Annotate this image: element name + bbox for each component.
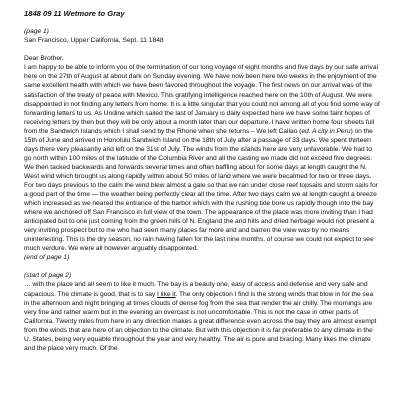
document-title: 1848 09 11 Wetmore to Gray	[24, 9, 125, 18]
page-gap	[24, 262, 380, 271]
underlined-phrase: I like it	[157, 290, 176, 298]
letter-paragraph-1	[24, 63, 380, 253]
editor-note-italic: ed. A city in Peru	[301, 127, 351, 135]
page-1-end-marker: (end of page 1)	[24, 254, 70, 262]
paragraph-2-text-a: … with the place and all seem to like it much. The bay is a beauty one, easy of access and defense and very safe and capacious. The climate is good, that is to say	[24, 281, 368, 298]
letter-paragraph-2	[24, 280, 380, 352]
place-date-line: San Francisco, Upper California, Sept. 11 1848	[24, 37, 164, 45]
paragraph-1-text-a: I am happy to be able to inform you of the termination of our long voyage of eight months and five days by our safe arrival here on the 27th of August at about dark on Sunday evening. We have now been here two weeks in the enjoyment of the same excellent health with which we have been favored throughout the voyage. The first news on our arrival was of the satisfaction of the treaty of peace with Mexico. This gratifying intelligence reached here on the 10th of August. We were disappointed in not finding any letters from home. It is a little singular that you could not among all of you find some way of forwarding letters to us. As Undine which sailed the last of January is daily expected here we have some faint hopes of receiving letters by then but they will be only about a month later than our departure. I have written home four sheets full from the Sandwich Islands which I shall send by the Rhone when she returns – We left Callao (	[24, 64, 380, 135]
paragraph-1-text-b: ) on the 15th of June and arrived in Honolulu Sandwich Island on the 18th of July after a passage of 33 days. We spent thirteen days there very pleasantly and left on the 31st of July. The winds from the islands here are very unfavorable. We had to go north within 100 miles of the latitude of the Columbia River and all the casting we made did not exceed five degrees. We then tacked backwards and forwards several times and often baffling about for some days at length caught the N. West wind which brought us along rapidly within about 50 miles of land where we were becalmed for two or three days. For two days previous to the calm the wind blew almost a gale so that we ran under close reef topsails and storm sails for a good part of the time — the weather being perfectly clear all the time. After two days calm we at length caught a breeze which increased as we neared the entrance of the harbor which with the rushing tide bore us rapidly though into the bay where we anchored off San Francisco in full view of the town. The appearance of the place was more inviting than I had anticipated but to one just coming from the green hills of N. England the arid hills and dried herbage would not present a very inviting prospect but to me who had seen many places far more arid and barren the view was by no means uninteresting. This is the dry season, no rain having fallen for the last nine months, of course we could not expect to see much verdure. We were all however arguably disappointed.	[24, 127, 378, 253]
page-2-start-marker: (start of page 2)	[24, 272, 72, 280]
salutation: Dear Brother,	[24, 55, 64, 63]
page-1-marker: (page 1)	[24, 28, 49, 36]
paragraph-2-text-b: . The only objection I find is the strong winds that blow in for the sea in the afternoon and night bringing at times clouds of dense fog from the sea that render the air chilly. The mornings are very fine and rather warm but in the evening an overcast is not uncomfortable. This is not the case in other parts of California. Twenty miles from here in any direction makes a great difference even across the bay they are almost exempt from the winds that are here of an objection to the climate. But with this objection it is far preferable to any climate in the U. States, being very equable throughout the year and very healthy. The air is pure and bracing. Many likes the climate and the place very much. Of the	[24, 290, 377, 352]
